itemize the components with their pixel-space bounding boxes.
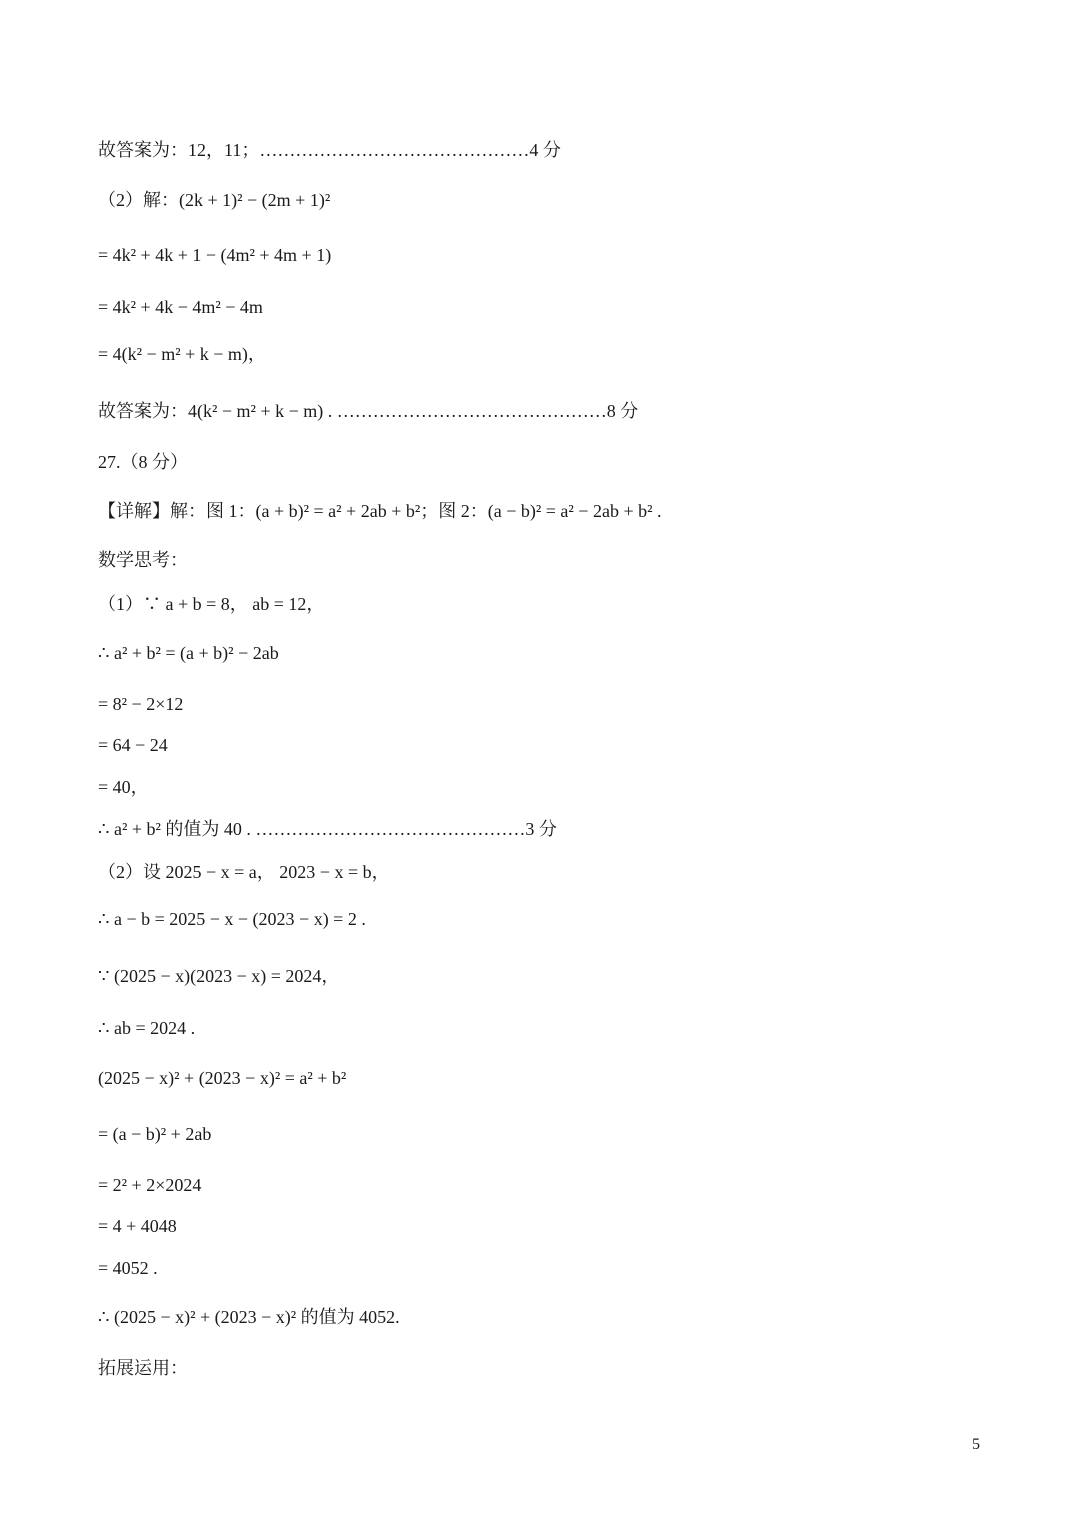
page-number: 5 — [972, 1436, 980, 1453]
equation-step: = 4 + 4048 — [98, 1216, 177, 1236]
equation-step: ∴ ab = 2024 . — [98, 1018, 196, 1038]
question-27-heading: 27.（8 分） — [98, 452, 188, 472]
equation-step: = 64 − 24 — [98, 735, 168, 755]
equation-step: = 2² + 2×2024 — [98, 1175, 202, 1195]
part-2-setup: （2）设 2025 − x = a， 2023 − x = b， — [98, 862, 390, 882]
equation-step: = 4(k² − m² + k − m)， — [98, 344, 266, 364]
section-math-thinking: 数学思考： — [98, 550, 188, 570]
equation-step: (2025 − x)² + (2023 − x)² = a² + b² — [98, 1068, 347, 1088]
conclusion-line: ∴ (2025 − x)² + (2023 − x)² 的值为 4052. — [98, 1307, 400, 1327]
answer-line-2: 故答案为：4(k² − m² + k − m) . ………………………………………8 分 — [98, 401, 639, 421]
equation-step: = (a − b)² + 2ab — [98, 1124, 212, 1144]
section-extended-application: 拓展运用： — [98, 1358, 188, 1378]
equation-step: ∴ a − b = 2025 − x − (2023 − x) = 2 . — [98, 909, 366, 929]
equation-step: = 8² − 2×12 — [98, 694, 184, 714]
answer-line-3: ∴ a² + b² 的值为 40 . ………………………………………3 分 — [98, 819, 557, 839]
equation-step: ∴ a² + b² = (a + b)² − 2ab — [98, 643, 279, 663]
equation-step: = 4052 . — [98, 1258, 158, 1278]
part-1-given: （1）∵ a + b = 8， ab = 12， — [98, 594, 325, 614]
equation-step: = 40， — [98, 777, 149, 797]
equation-step: = 4k² + 4k + 1 − (4m² + 4m + 1) — [98, 245, 332, 265]
equation-step: = 4k² + 4k − 4m² − 4m — [98, 297, 263, 317]
equation-step: ∵ (2025 − x)(2023 − x) = 2024， — [98, 966, 340, 986]
detail-solution-line: 【详解】解：图 1：(a + b)² = a² + 2ab + b²；图 2：(a − b)² = a² − 2ab + b² . — [98, 501, 662, 521]
solution-2-heading: （2）解：(2k + 1)² − (2m + 1)² — [98, 190, 331, 210]
answer-line-1: 故答案为：12，11；………………………………………4 分 — [98, 140, 561, 160]
